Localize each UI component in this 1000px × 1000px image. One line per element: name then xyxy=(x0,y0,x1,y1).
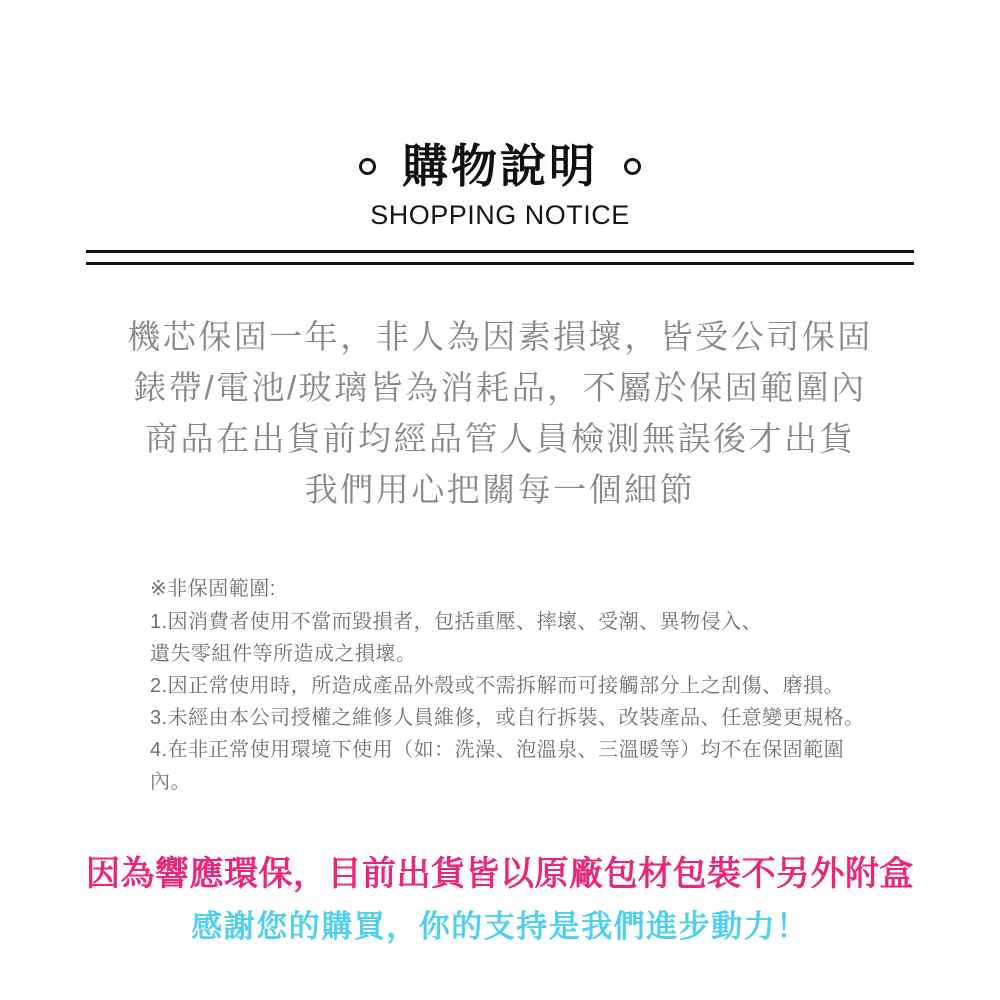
exclusion-item-continuation: 遺失零組件等所造成之損壞。 xyxy=(150,643,417,665)
warranty-line: 商品在出貨前均經品管人員檢測無誤後才出貨 xyxy=(145,420,855,457)
eco-packaging-notice: 因為響應環保，目前出貨皆以原廠包材包裝不另外附盒 xyxy=(86,855,914,893)
exclusion-item: 3.未經由本公司授權之維修人員維修，或自行拆裝、改裝產品、任意變更規格。 xyxy=(150,707,865,729)
page-subtitle: SHOPPING NOTICE xyxy=(370,200,630,230)
exclusion-item: 2.因正常使用時，所造成產品外殼或不需拆解而可接觸部分上之刮傷、磨損。 xyxy=(150,675,845,697)
exclusion-item: 1.因消費者使用不當而毀損者，包括重壓、摔壞、受潮、異物侵入、 xyxy=(150,611,763,633)
exclusion-item: 4.在非正常使用環境下使用（如：洗澡、泡溫泉、三溫暖等）均不在保固範圍內。 xyxy=(150,739,845,793)
deco-ring-icon xyxy=(624,158,641,175)
deco-ring-icon xyxy=(359,158,376,175)
thank-you-message: 感謝您的購買，你的支持是我們進步動力！ xyxy=(191,909,809,944)
page-title-row xyxy=(0,136,1000,196)
warranty-line: 錶帶/電池/玻璃皆為消耗品，不屬於保固範圍內 xyxy=(133,369,867,406)
warranty-line: 機芯保固一年，非人為因素損壞，皆受公司保固 xyxy=(127,318,873,355)
double-divider-rule xyxy=(86,250,914,265)
exclusions-heading: ※非保固範圍: xyxy=(150,578,276,600)
warranty-paragraph xyxy=(0,311,1000,515)
warranty-line: 我們用心把關每一個細節 xyxy=(304,471,696,508)
page-title: 購物說明 xyxy=(402,140,598,192)
warranty-exclusions xyxy=(150,573,870,798)
